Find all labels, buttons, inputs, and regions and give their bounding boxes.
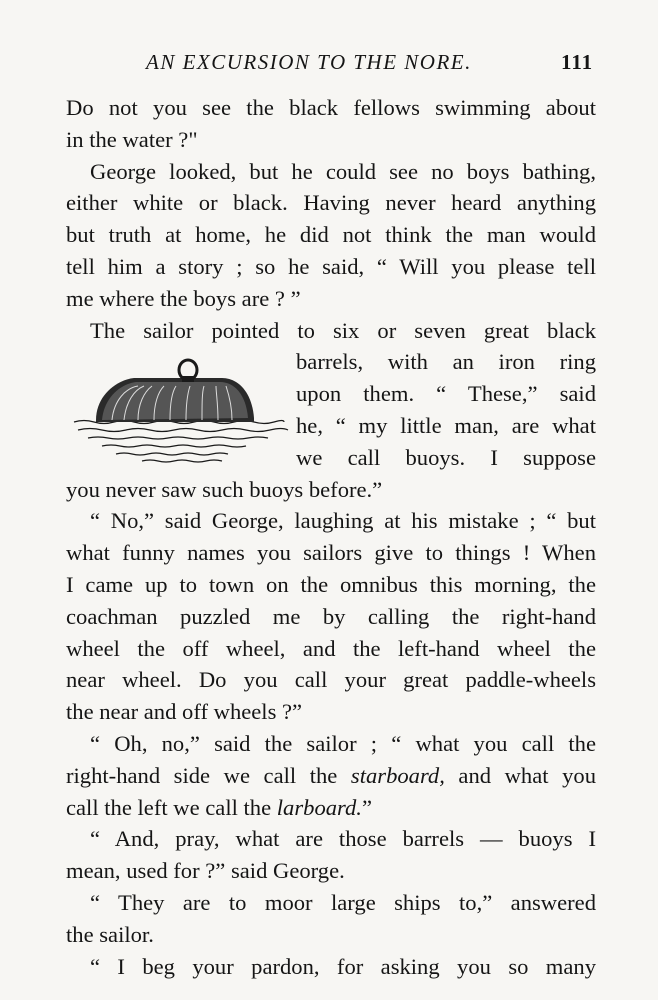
text-line: “ No,” said George, laughing at his mistake ; “ but <box>90 508 596 534</box>
text-line: tell him a story ; so he said, “ Will you please tell <box>66 253 596 279</box>
text-span: ” <box>361 794 372 820</box>
text-line: me where the boys are ? ” <box>66 285 301 311</box>
text-line: upon them. “ These,” said <box>296 381 596 407</box>
text-line <box>66 760 596 792</box>
page-number: 111 <box>561 50 594 74</box>
text-line: “ I beg your pardon, for asking you so many <box>90 953 596 979</box>
text-line: the near and off wheels ?” <box>66 699 303 725</box>
text-span: right-hand side we call the <box>66 762 351 788</box>
text-line: wheel the off wheel, and the left-hand wheel the <box>66 635 596 661</box>
italic-term-starboard: starboard, <box>350 762 445 788</box>
text-line: he, “ my little man, are what <box>296 412 596 438</box>
text-line: barrels, with an iron ring <box>296 349 596 375</box>
text-span: call the left we call the <box>66 794 277 820</box>
buoy-illustration <box>66 346 296 473</box>
text-line: Do not you see the black fellows swimming about <box>66 95 596 120</box>
text-line: I came up to town on the omnibus this morning, the <box>66 571 596 597</box>
buoy-engraving-image <box>72 346 292 473</box>
italic-term-larboard: larboard. <box>276 794 362 820</box>
text-line: “ And, pray, what are those barrels — buoys I <box>90 826 596 852</box>
page-body <box>66 92 596 982</box>
page-header <box>0 50 658 80</box>
text-line: near wheel. Do you call your great paddle-wheels <box>66 667 596 693</box>
text-line: “ Oh, no,” said the sailor ; “ what you call the <box>90 730 596 756</box>
text-line: you never saw such buoys before.” <box>66 476 383 502</box>
text-line: “ They are to moor large ships to,” answered <box>90 889 596 915</box>
illustration-block <box>66 346 596 473</box>
text-line: what funny names you sailors give to things ! When <box>66 540 596 566</box>
text-line <box>66 792 596 824</box>
text-line: George looked, but he could see no boys bathing, <box>90 158 596 184</box>
text-line: The sailor pointed to six or seven great black <box>90 317 596 343</box>
text-line: we call buoys. I suppose <box>296 444 596 470</box>
text-line: but truth at home, he did not think the man would <box>66 222 596 248</box>
text-line: the sailor. <box>66 921 154 947</box>
text-line: either white or black. Having never heard anything <box>66 190 596 216</box>
text-line: coachman puzzled me by calling the right-hand <box>66 603 596 629</box>
running-title: AN EXCURSION TO THE NORE. <box>146 50 472 74</box>
text-line: mean, used for ?” said George. <box>66 858 345 884</box>
text-line: in the water ?" <box>66 126 198 152</box>
wrapped-text <box>296 346 596 473</box>
text-span: and what you <box>444 762 596 788</box>
